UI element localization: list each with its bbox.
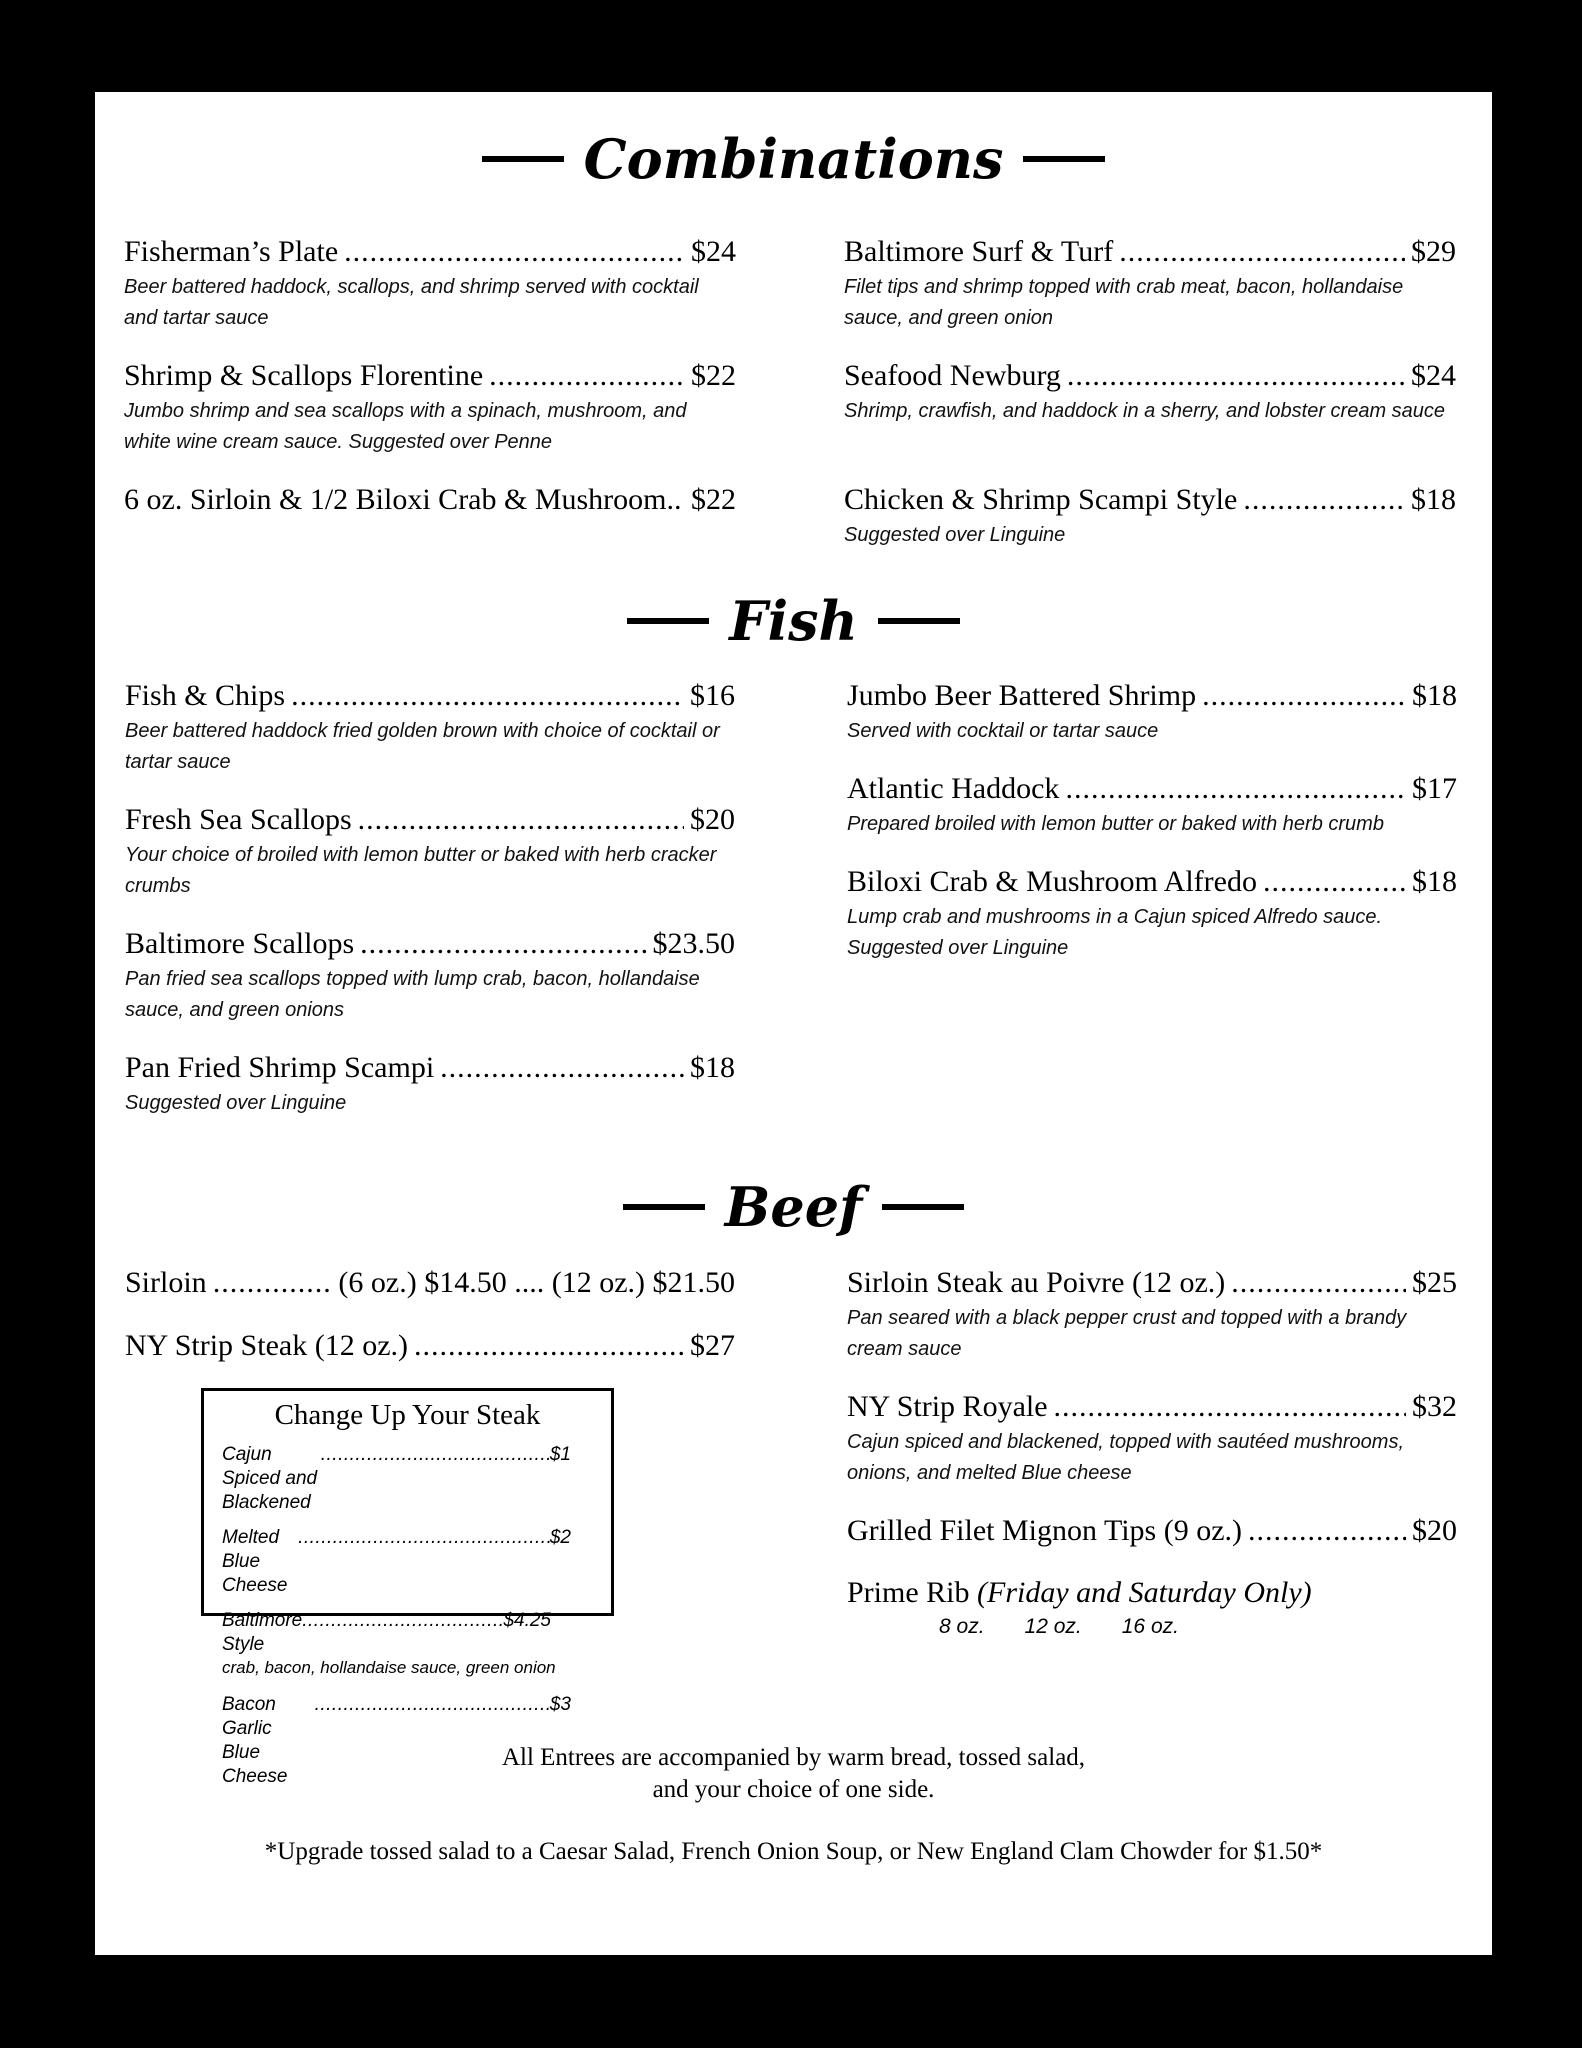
dot-leader <box>440 1050 684 1086</box>
header-rule-left <box>627 618 709 624</box>
item-name: Baltimore Surf & Turf <box>844 235 1114 268</box>
steak-addons-box <box>201 1388 614 1787</box>
menu-item <box>125 678 735 778</box>
item-name: Sirloin <box>125 1266 207 1299</box>
size-option: 16 oz. <box>1121 1615 1179 1638</box>
menu-item <box>124 482 736 518</box>
section-title: Combinations <box>583 127 1004 191</box>
item-name: Grilled Filet Mignon Tips (9 oz.) <box>847 1514 1243 1547</box>
item-price: $24 <box>691 235 736 268</box>
addon-name: Baltimore Style <box>222 1610 303 1655</box>
item-name: Chicken & Shrimp Scampi Style <box>844 483 1238 516</box>
addon-item <box>204 1443 611 1515</box>
item-price: $18 <box>1411 483 1456 516</box>
dot-leader <box>1067 358 1405 394</box>
dot-leader <box>414 1328 684 1364</box>
addon-subtext: crab, bacon, hollandaise sauce, green onion <box>222 1658 556 1677</box>
item-name: Prime Rib <box>847 1576 970 1609</box>
size-options <box>847 1615 1457 1639</box>
header-rule-left <box>623 1204 705 1210</box>
item-name: Shrimp & Scallops Florentine <box>124 359 484 392</box>
dot-leader <box>291 678 684 714</box>
item-name: Baltimore Scallops <box>125 927 355 960</box>
item-price: $27 <box>690 1329 735 1362</box>
item-price: $20 <box>690 803 735 836</box>
section-header-combinations <box>95 127 1492 191</box>
menu-item <box>125 926 735 1026</box>
menu-item <box>124 234 736 334</box>
dot-leader <box>1248 1513 1406 1549</box>
addon-name: Bacon Garlic Blue Cheese <box>222 1694 288 1787</box>
footer-line: All Entrees are accompanied by warm bread, tossed salad, <box>501 1744 1086 1771</box>
item-name: Seafood Newburg <box>844 359 1061 392</box>
dot-leader <box>298 1526 550 1598</box>
header-rule-right <box>882 1204 964 1210</box>
menu-item <box>847 864 1457 964</box>
menu-item <box>847 771 1457 840</box>
item-description: Prepared broiled with lemon butter or baked with herb crumb <box>847 813 1384 835</box>
item-price: $20 <box>1412 1514 1457 1547</box>
footer-accompaniments <box>95 1742 1492 1806</box>
item-price: $29 <box>1411 235 1456 268</box>
item-description: Served with cocktail or tartar sauce <box>847 720 1159 742</box>
item-name: 6 oz. Sirloin & 1/2 Biloxi Crab & Mushroom.. <box>124 483 682 516</box>
section-header-fish <box>95 589 1492 653</box>
dot-leader <box>1202 678 1406 714</box>
menu-item <box>125 1328 735 1364</box>
item-name: NY Strip Royale <box>847 1390 1048 1423</box>
addon-item <box>204 1526 611 1598</box>
addon-name: Melted Blue Cheese <box>222 1527 288 1596</box>
menu-item <box>844 358 1456 427</box>
item-price: $23.50 <box>652 927 735 960</box>
item-name: Jumbo Beer Battered Shrimp <box>847 679 1197 712</box>
menu-item <box>847 1513 1457 1549</box>
item-description: Your choice of broiled with lemon butter or baked with herb cracker crumbs <box>125 844 717 897</box>
item-description: Filet tips and shrimp topped with crab meat, bacon, hollandaise sauce, and green onion <box>844 276 1404 329</box>
size-option: 12 oz. <box>1024 1615 1082 1638</box>
menu-item <box>125 1265 735 1301</box>
item-description: Cajun spiced and blackened, topped with sautéed mushrooms, onions, and melted Blue cheese <box>847 1431 1405 1484</box>
item-name: Pan Fried Shrimp Scampi <box>125 1051 435 1084</box>
menu-page <box>95 92 1492 1955</box>
item-price: $25 <box>1412 1266 1457 1299</box>
addon-price: $3 <box>549 1694 571 1715</box>
footer-line: and your choice of one side. <box>652 1776 935 1803</box>
section-title: Beef <box>724 1175 863 1239</box>
header-rule-left <box>482 156 564 162</box>
addon-price: $4.25 <box>503 1610 551 1631</box>
item-name: Sirloin Steak au Poivre (12 oz.) <box>847 1266 1226 1299</box>
item-description: Shrimp, crawfish, and haddock in a sherry, and lobster cream sauce <box>844 400 1446 422</box>
item-note: (Friday and Saturday Only) <box>977 1576 1312 1609</box>
addon-price: $2 <box>549 1527 571 1548</box>
addons-title: Change Up Your Steak <box>274 1399 541 1431</box>
item-name: NY Strip Steak (12 oz.) <box>125 1329 409 1362</box>
menu-item <box>125 1050 735 1119</box>
item-price: $18 <box>1412 865 1457 898</box>
footer-upgrade <box>95 1836 1492 1868</box>
size-option: 8 oz. <box>939 1615 985 1638</box>
item-description: Suggested over Linguine <box>125 1092 347 1114</box>
item-description: Pan seared with a black pepper crust and topped with a brandy cream sauce <box>847 1307 1407 1360</box>
menu-item <box>844 482 1456 551</box>
menu-item <box>847 1265 1457 1365</box>
dot-leader <box>358 802 684 838</box>
menu-item <box>125 802 735 902</box>
menu-item <box>844 234 1456 334</box>
header-rule-right <box>878 618 960 624</box>
item-description: Jumbo shrimp and sea scallops with a spinach, mushroom, and white wine cream sauce. Suggested over Penne <box>124 400 687 453</box>
addon-price: $1 <box>549 1444 571 1465</box>
dot-leader <box>344 234 685 270</box>
item-name: Fish & Chips <box>125 679 286 712</box>
dot-leader <box>1054 1389 1406 1425</box>
addon-item <box>204 1609 611 1657</box>
dot-leader <box>302 1609 503 1657</box>
item-price: $22 <box>691 483 736 516</box>
item-price: $18 <box>690 1051 735 1084</box>
dot-leader <box>1263 864 1406 900</box>
footer-line: *Upgrade tossed salad to a Caesar Salad, French Onion Soup, or New England Clam Chowder for $1.50* <box>264 1838 1323 1865</box>
dot-leader <box>1243 482 1405 518</box>
item-price: $17 <box>1412 772 1457 805</box>
item-name: Atlantic Haddock <box>847 772 1060 805</box>
item-description: Suggested over Linguine <box>844 524 1066 546</box>
item-description: Beer battered haddock, scallops, and shrimp served with cocktail and tartar sauce <box>124 276 699 329</box>
item-price: $24 <box>1411 359 1456 392</box>
header-rule-right <box>1023 156 1105 162</box>
item-name: Fresh Sea Scallops <box>125 803 352 836</box>
item-price: $18 <box>1412 679 1457 712</box>
item-price: $16 <box>690 679 735 712</box>
menu-item <box>124 358 736 458</box>
dot-leader <box>360 926 646 962</box>
menu-item <box>847 678 1457 747</box>
item-price: $32 <box>1412 1390 1457 1423</box>
dot-leader <box>1119 234 1405 270</box>
item-price: (6 oz.) $14.50 .... (12 oz.) $21.50 <box>338 1266 735 1299</box>
item-name: Biloxi Crab & Mushroom Alfredo <box>847 865 1257 898</box>
menu-item <box>847 1389 1457 1489</box>
item-name: Fisherman’s Plate <box>124 235 339 268</box>
dot-leader <box>1065 771 1406 807</box>
item-description: Lump crab and mushrooms in a Cajun spiced Alfredo sauce. Suggested over Linguine <box>847 906 1383 959</box>
menu-item-prime-rib <box>847 1575 1457 1639</box>
item-description: Beer battered haddock fried golden brown with choice of cocktail or tartar sauce <box>125 720 720 773</box>
dot-leader <box>1231 1265 1406 1301</box>
item-description: Pan fried sea scallops topped with lump crab, bacon, hollandaise sauce, and green onions <box>125 968 700 1021</box>
section-header-beef <box>95 1175 1492 1239</box>
dot-leader <box>321 1443 550 1515</box>
addon-name: Cajun Spiced and Blackened <box>222 1444 318 1513</box>
section-title: Fish <box>729 589 858 653</box>
dot-leader <box>489 358 685 394</box>
dot-leader <box>213 1265 333 1301</box>
item-price: $22 <box>691 359 736 392</box>
